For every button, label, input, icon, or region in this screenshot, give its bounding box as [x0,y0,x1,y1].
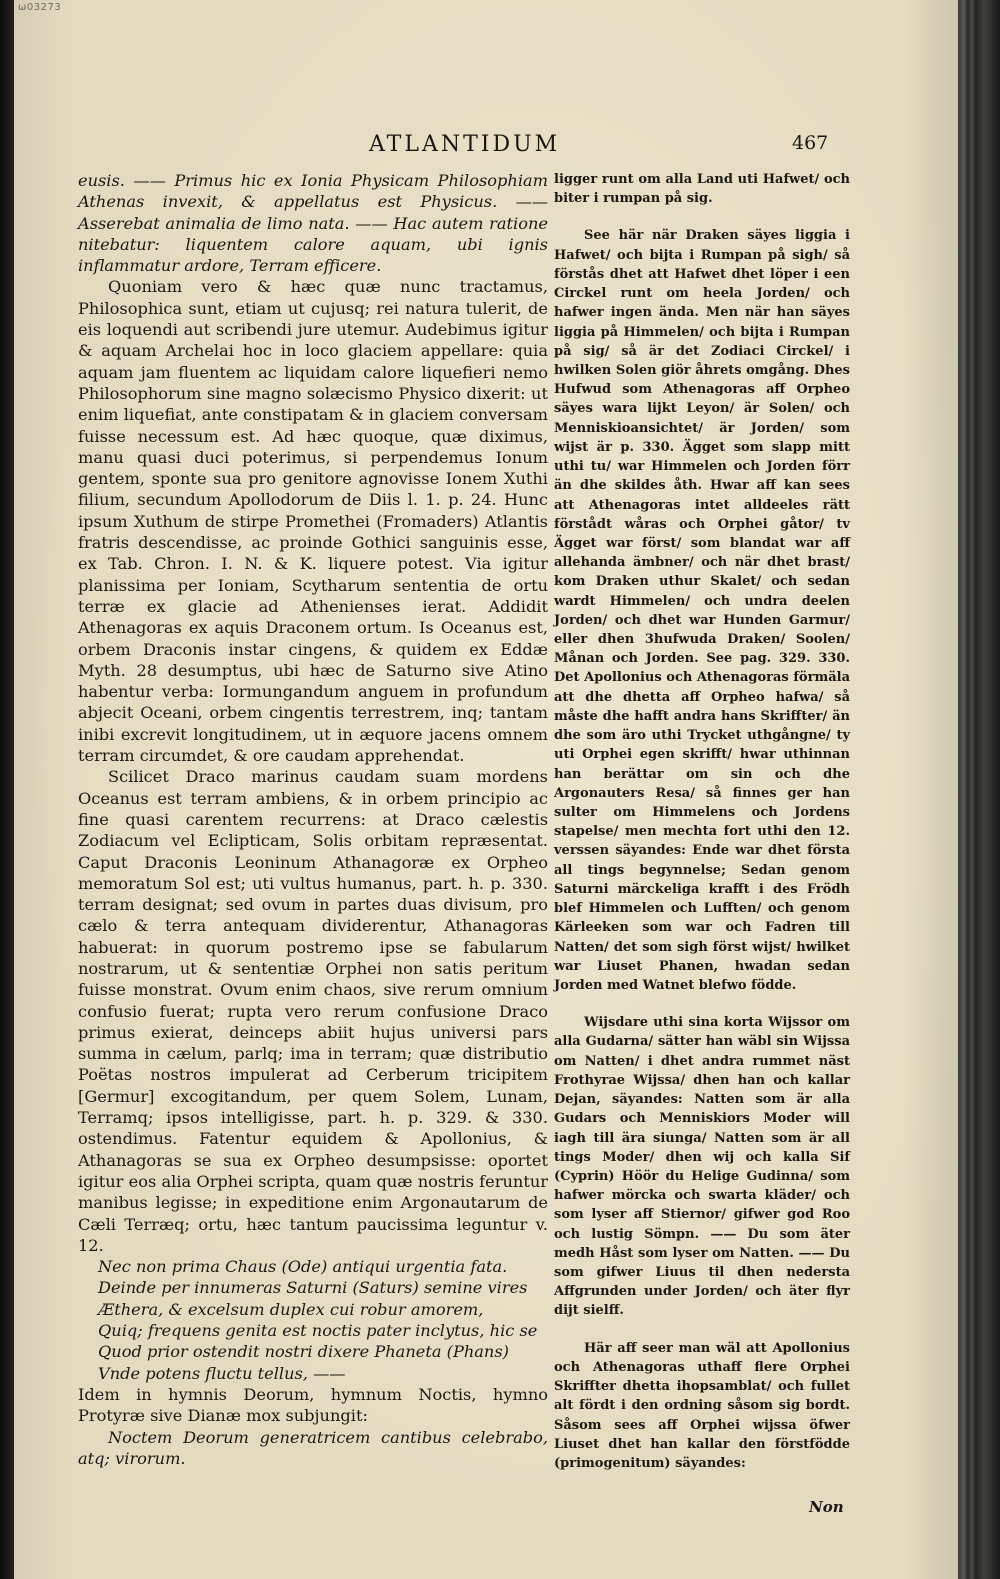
swedish-paragraph: Wijsdare uthi sina korta Wijssor om alla Gudarna/ sätter han wäbl sin Wijssa om Natten/ i dhet andra rummet näst Frothyrae Wijssa/ dhen han och kallar Dejan, säyandes: Natten som är alla Gudars och Menniskiors Moder will iagh till ära siunga/ Natten som är all tings Moder/ dhen wij och kalla Sif (Cyprin) Höör du Helige Gudinna/ som hafwer mörcka och swarta kläder/ och som lyser aff Stiernor/ gifwer god Roo och lustig Sömpn. —— Du som äter medh Håst som lyser om Natten. —— Du som gifwer Liuus til dhen nedersta Affgrunden under Jorden/ och äter flyr dijt sielff. [554,1015,850,1319]
swedish-paragraph: See här när Draken säyes liggia i Hafwet/ och bijta i Rumpan på sigh/ så förstås dhet att Hafwet dhet löper i een Circkel runt om heela Jorden/ och hafwer ingen ända. Men när han säyes liggia på Himmelen/ och bijta i Rumpan på sig/ så är det Zodiaci Circkel/ i hwilken Solen giör åhrets omgång. Dhes Hufwud som Athenagoras aff Orpheo säyes wara lijkt Leyon/ är Solen/ och Menniskioansichtet/ är Jorden/ som wijst är p. 330. Ägget som slapp mitt uthi tu/ war Himmelen och Jorden förr än dhe skildes åth. Hwar aff kan sees att Athenagoras intet alldeeles rätt förstådt wåras och Orphei gåtor/ tv Ägget war först/ som blandat war aff allehanda ämbner/ och när dhet brast/ kom Draken uthur Skalet/ och sedan wardt Himmelen/ och undra deelen Jorden/ och dhet war Hunden Garmur/ eller dhen 3hufwuda Draken/ Soolen/ Månan och Jorden. See pag. 329. 330. Det Apollonius och Athenagoras förmäla att dhe dhetta aff Orpheo hafwa/ så måste dhe hafft andra hans Skriffter/ än dhe som äro uthi Trycket uthgångne/ ty uti Orphei egen skrifft/ hwar uthinnan han berättar om sin och dhe Argonauters Resa/ så finnes ger han sulter om Himmelens och Jordens stapelse/ men mechta fort uthi den 12. verssen säyandes: Ende war dhet första all tings begynnelse; Sedan genom Saturni märckeliga krafft i des Frödh blef Himmelen och Lufften/ och genom Kärleeken som war och Fadren till Natten/ det som sigh först wijst/ hwilket war Liuset Phanen, hwadan sedan Jorden med Watnet blefwo födde. [554,228,850,993]
latin-closing: Idem in hymnis Deorum, hymnum Noctis, hymno Protyræ sive Dianæ mox subjungit: [78,1384,548,1426]
verse-block [78,1256,548,1384]
page-number: 467 [792,132,829,154]
swedish-paragraph: Här aff seer man wäl att Apollonius och Athenagoras uthaff flere Orphei Skriffter dhetta ihopsamblat/ och fullet alt fördt i den ordning såsom sig bordt. Såsom sees aff Orphei wijssa öfwer Liuset dhet han kallar den förstfödde (primogenitum) säyandes: [554,1340,850,1471]
verse-line: Quod prior ostendit nostri dixere Phaneta (Phans) [98,1342,509,1362]
verse-line: Æthera, & excelsum duplex cui robur amorem, [98,1299,484,1319]
latin-quote: Noctem Deorum generatricem cantibus celebrabo, atq; virorum. [78,1427,548,1468]
latin-paragraph: eusis. —— Primus hic ex Ionia Physicam Philosophiam Athenas invexit, & appellatus est Physicus. —— Asserebat animalia de limo nata. —— Hac autem ratione nitebatur: liquentem calore aquam, ubi ignis inflammatur ardore, Terram efficere. [78,171,548,276]
latin-column [78,170,548,1469]
latin-paragraph: Quoniam vero & hæc quæ nunc tractamus, Philosophica sunt, etiam ut cujusq; rei natura tulerit, de eis loquendi aut scribendi jure utemur. Audebimus igitur & aquam Archelai hoc in loco glaciem appellare: quia aquam jam fluentem ac liquidam calore liquefieri nemo Philosophorum sine magno solæcismo Physico dixerit: ut enim liquefiat, ante constipatam & in glaciem conversam fuisse necessum est. Ad hæc quoque, quæ diximus, manu quasi duci poterimus, si perpendemus Ionum gentem, sponte sua pro genitore agnovisse Ionem Xuthi filium, secundum Apollodorum de Diis l. 1. p. 24. Hunc ipsum Xuthum de stirpe Promethei (Fromaders) Atlantis fratris descendisse, ac proinde Gothici sanguinis esse, ex Tab. Chron. I. N. & K. liquere potest. Via igitur planissima per Ioniam, Scytharum sententia de ortu terræ ex glacie ad Athenienses ierat. Addidit Athenagoras ex aquis Draconem ortum. Is Oceanus est, orbem Draconis instar cingens, & quidem ex Eddæ Myth. 28 desumptus, ubi hæc de Saturno sive Atino habentur verba: Iormungandum anguem in profundum abjecit Oceani, orbem cingentis terrestrem, inq; tantam inibi excrevit longitudinem, ut in æquore jacens omnem terram circumdet, & ore caudam apprehendat. [78,277,548,766]
latin-paragraph: Scilicet Draco marinus caudam suam mordens Oceanus est terram ambiens, & in orbem principio ac fine quasi carentem recurrens: at Draco cælestis Zodiacum vel Eclipticam, Solis orbitam repræsentat. Caput Draconis Leoninum Athanagoræ ex Orpheo memoratum Sol est; uti vultus humanus, part. h. p. 330. terram designat; sed ovum in partes duas divisum, pro cælo & terra antequam dividerentur, Athanagoras habuerat: in quorum postremo ipse se fabularum nostrarum, ut & sententiæ Orphei non satis peritum fuisse monstrat. Ovum enim chaos, sive rerum omnium confusio fuerat; rupta vero rerum confusione Draco primus exierat, deinceps abiit hujus universi pars summa in cælum, parlq; ima in terram; quæ distributio Poëtas nostros impulerat ad Cerberum tricipitem [Germur] excogitandum, per quem Solem, Lunam, Terramq; ipsos intelligisse, part. h. p. 329. & 330. ostendimus. Fatentur equidem & Apollonius, & Athanagoras se sua ex Orpheo desumpsisse: oportet igitur eos alia Orphei scripta, quam quæ nostris feruntur manibus legisse; in expeditione enim Argonautarum de Cæli Terræq; ortu, hæc tantum paucissima leguntur v. 12. [78,767,548,1255]
running-head: ATLANTIDUM [369,132,561,157]
verse-line: Nec non prima Chaus (Ode) antiqui urgentia fata. [98,1257,508,1277]
catchword: Non [809,1498,844,1516]
verse-line: Deinde per innumeras Saturni (Saturs) semine vires [98,1278,528,1298]
verse-line: Quiq; frequens genita est noctis pater inclytus, hic se [98,1321,538,1341]
book-page [14,0,960,1579]
swedish-column [554,170,850,1473]
library-stamp: ω03273 [18,2,62,13]
swedish-paragraph: ligger runt om alla Land uti Hafwet/ och biter i rumpan på sig. [554,172,850,207]
verse-line: Vnde potens fluctu tellus, —— [98,1363,346,1383]
page-edges [958,0,1000,1579]
